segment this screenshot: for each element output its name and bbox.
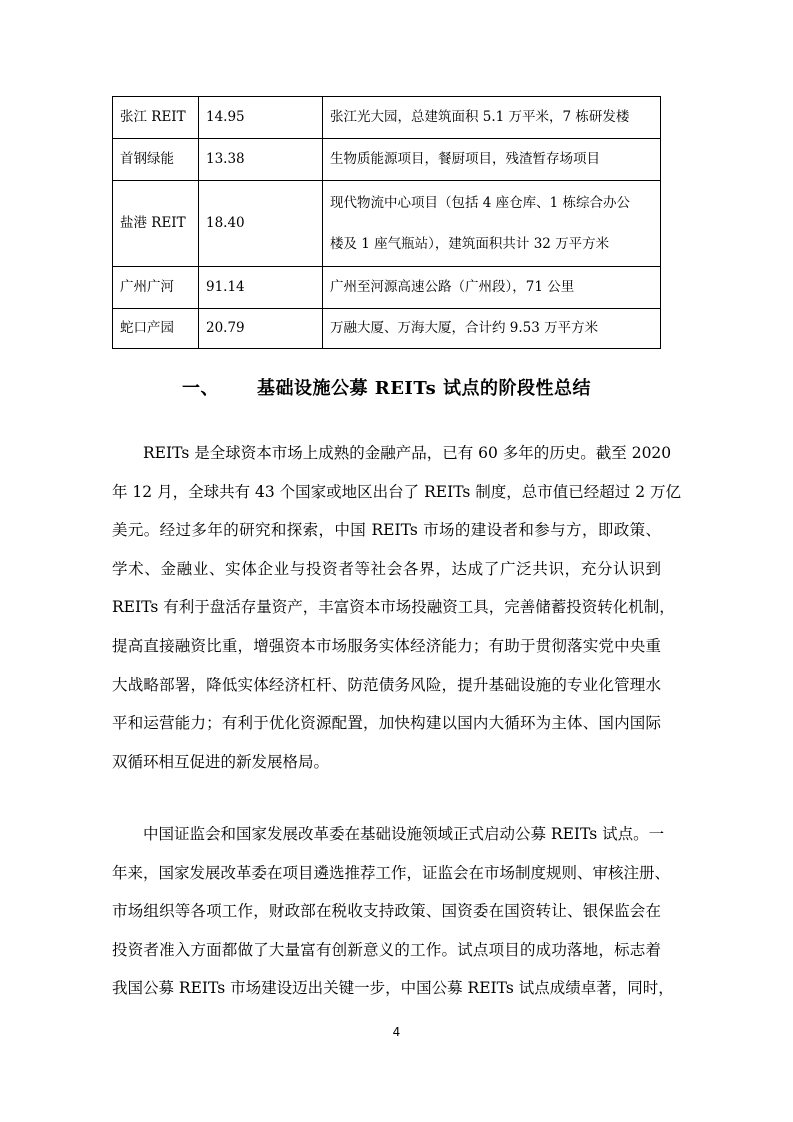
table-row	[113, 181, 661, 267]
table-row	[113, 309, 661, 349]
project-name-cell: 盐港 REIT	[113, 181, 199, 267]
project-name-cell: 张江 REIT	[113, 97, 199, 139]
project-value-cell: 18.40	[199, 181, 323, 267]
paragraph-line: 年来，国家发展改革委在项目遴选推荐工作，证监会在市场制度规则、审核注册、	[112, 863, 671, 882]
section-number: 一、	[181, 378, 219, 399]
project-desc-line: 楼及 1 座气瓶站），建筑面积共计 32 万平方米	[330, 235, 610, 252]
table-row	[113, 139, 661, 181]
project-name-cell: 首钢绿能	[113, 139, 199, 181]
paragraph-intro	[112, 434, 681, 781]
project-desc-line: 生物质能源项目，餐厨项目，残渣暂存场项目	[330, 151, 600, 167]
paragraph-line: 双循环相互促进的新发展格局。	[112, 752, 330, 771]
project-name-cell: 蛇口产园	[113, 309, 199, 349]
paragraph-line: 大战略部署，降低实体经济杠杆、防范债务风险，提升基础设施的专业化管理水	[112, 675, 661, 694]
project-name-cell: 广州广河	[113, 267, 199, 309]
project-value-cell: 14.95	[199, 97, 323, 139]
paragraph-line: 学术、金融业、实体企业与投资者等社会各界，达成了广泛共识，充分认识到	[112, 559, 661, 578]
paragraph-line: 美元。经过多年的研究和探索，中国 REITs 市场的建设者和参与方，即政策、	[112, 521, 661, 540]
project-desc-line: 广州至河源高速公路（广州段），71 公里	[330, 279, 575, 295]
project-desc-line: 现代物流中心项目（包括 4 座仓库、1 栋综合办公	[330, 194, 631, 211]
project-desc-cell	[323, 139, 661, 181]
project-desc-cell	[323, 309, 661, 349]
paragraph-line: 年 12 月，全球共有 43 个国家或地区出台了 REITs 制度，总市值已经超过 2 万亿	[112, 482, 681, 501]
project-desc-line: 万融大厦、万海大厦，合计约 9.53 万平方米	[330, 320, 599, 336]
paragraph-line: REITs 是全球资本市场上成熟的金融产品，已有 60 多年的历史。截至 2020	[143, 444, 672, 462]
section-heading	[112, 374, 661, 400]
paragraph-line: REITs 有利于盘活存量资产，丰富资本市场投融资工具，完善储蓄投资转化机制，	[112, 598, 675, 617]
reit-projects-table	[112, 96, 661, 349]
project-desc-line: 张江光大园，总建筑面积 5.1 万平米，7 栋研发楼	[330, 109, 630, 125]
project-value-cell: 13.38	[199, 139, 323, 181]
page-number: 4	[392, 1025, 401, 1039]
project-desc-cell	[323, 181, 661, 267]
project-value-cell: 20.79	[199, 309, 323, 349]
paragraph-line: 中国证监会和国家发展改革委在基础设施领域正式启动公募 REITs 试点。一	[143, 825, 665, 843]
paragraph-line: 我国公募 REITs 市场建设迈出关键一步，中国公募 REITs 试点成绩卓著，同时，	[112, 979, 674, 998]
project-value-cell: 91.14	[199, 267, 323, 309]
paragraph-pilot	[112, 815, 674, 1008]
paragraph-line: 平和运营能力；有利于优化资源配置，加快构建以国内大循环为主体、国内国际	[112, 714, 661, 733]
paragraph-line: 市场组织等各项工作，财政部在税收支持政策、国资委在国资转让、银保监会在	[112, 902, 661, 921]
project-desc-cell	[323, 267, 661, 309]
paragraph-line: 投资者准入方面都做了大量富有创新意义的工作。试点项目的成功落地，标志着	[112, 940, 661, 959]
section-title: 基础设施公募 REITs 试点的阶段性总结	[256, 378, 591, 399]
paragraph-line: 提高直接融资比重，增强资本市场服务实体经济能力；有助于贯彻落实党中央重	[112, 636, 661, 655]
project-desc-cell	[323, 97, 661, 139]
table-row	[113, 97, 661, 139]
table-row	[113, 267, 661, 309]
